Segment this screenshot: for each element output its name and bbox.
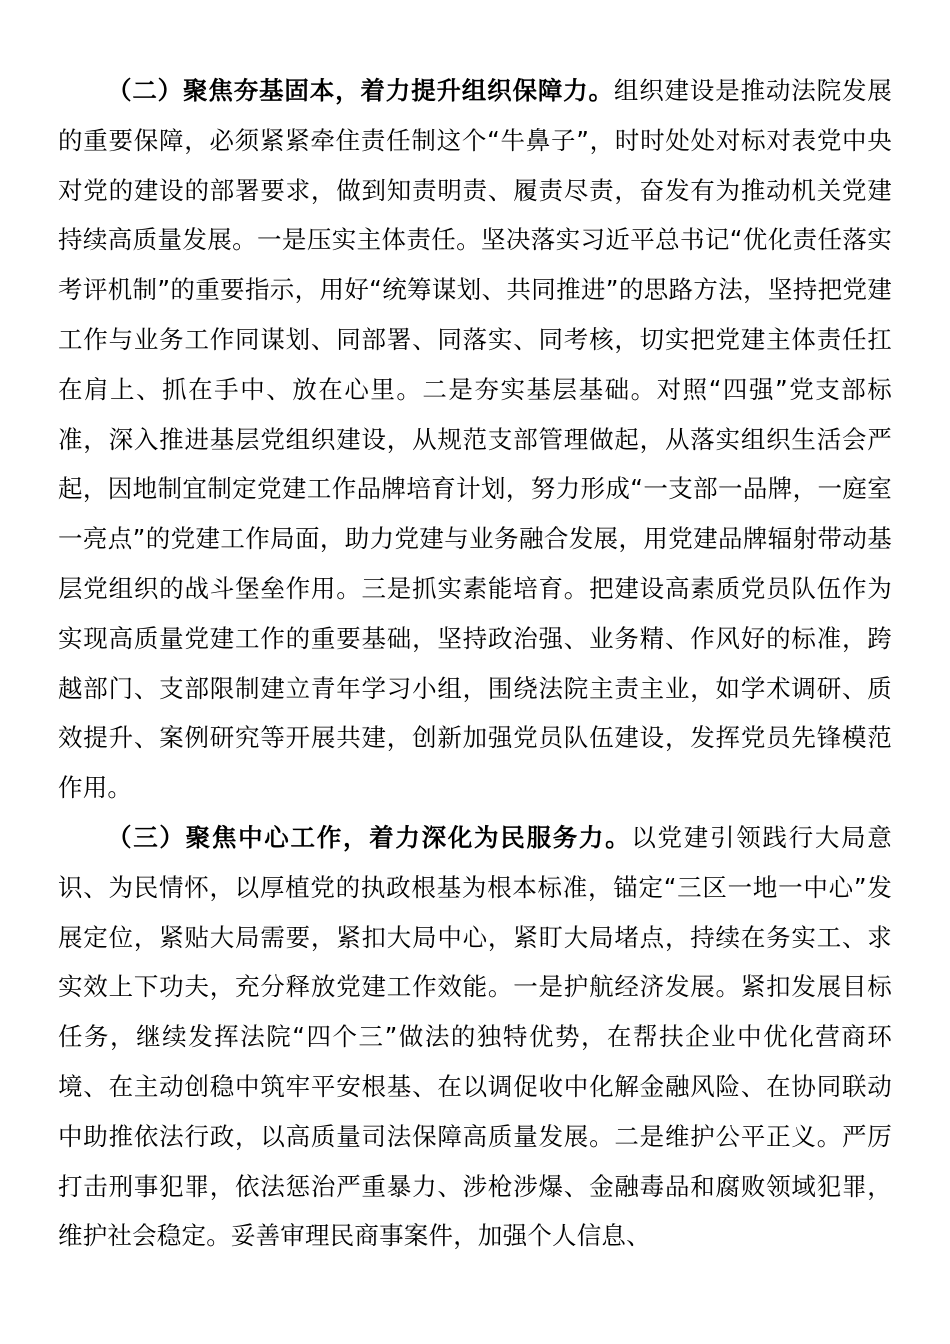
paragraph-section-2 [58, 66, 892, 813]
paragraph-section-3 [58, 813, 892, 1261]
document-page [58, 66, 892, 1261]
section-3-body: 以党建引领践行大局意识、为民情怀，以厚植党的执政根基为根本标准，锚定“三区一地一中心”发展定位，紧贴大局需要，紧扣大局中心，紧盯大局堵点，持续在务实工、求实效上下功夫，充分释放党建工作效能。一是护航经济发展。紧扣发展目标任务，继续发挥法院“四个三”做法的独特优势，在帮扶企业中优化营商环境、在主动创稳中筑牢平安根基、在以调促收中化解金融风险、在协同联动中助推依法行政，以高质量司法保障高质量发展。二是维护公平正义。严厉打击刑事犯罪，依法惩治严重暴力、涉枪涉爆、金融毒品和腐败领域犯罪，维护社会稳定。妥善审理民商事案件，加强个人信息、 [58, 822, 892, 1251]
section-2-body: 组织建设是推动法院发展的重要保障，必须紧紧牵住责任制这个“牛鼻子”，时时处处对标对表党中央对党的建设的部署要求，做到知责明责、履责尽责，奋发有为推动机关党建持续高质量发展。一是压实主体责任。坚决落实习近平总书记“优化责任落实考评机制”的重要指示，用好“统筹谋划、共同推进”的思路方法，坚持把党建工作与业务工作同谋划、同部署、同落实、同考核，切实把党建主体责任扛在肩上、抓在手中、放在心里。二是夯实基层基础。对照“四强”党支部标准，深入推进基层党组织建设，从规范支部管理做起，从落实组织生活会严起，因地制宜制定党建工作品牌培育计划，努力形成“一支部一品牌，一庭室一亮点”的党建工作局面，助力党建与业务融合发展，用党建品牌辐射带动基层党组织的战斗堡垒作用。三是抓实素能培育。把建设高素质党员队伍作为实现高质量党建工作的重要基础，坚持政治强、业务精、作风好的标准，跨越部门、支部限制建立青年学习小组，围绕法院主责主业，如学术调研、质效提升、案例研究等开展共建，创新加强党员队伍建设，发挥党员先锋模范作用。 [58, 76, 893, 803]
section-3-heading: （三）聚焦中心工作，着力深化为民服务力。 [107, 822, 632, 852]
section-2-heading: （二）聚焦夯基固本，着力提升组织保障力。 [107, 76, 614, 105]
